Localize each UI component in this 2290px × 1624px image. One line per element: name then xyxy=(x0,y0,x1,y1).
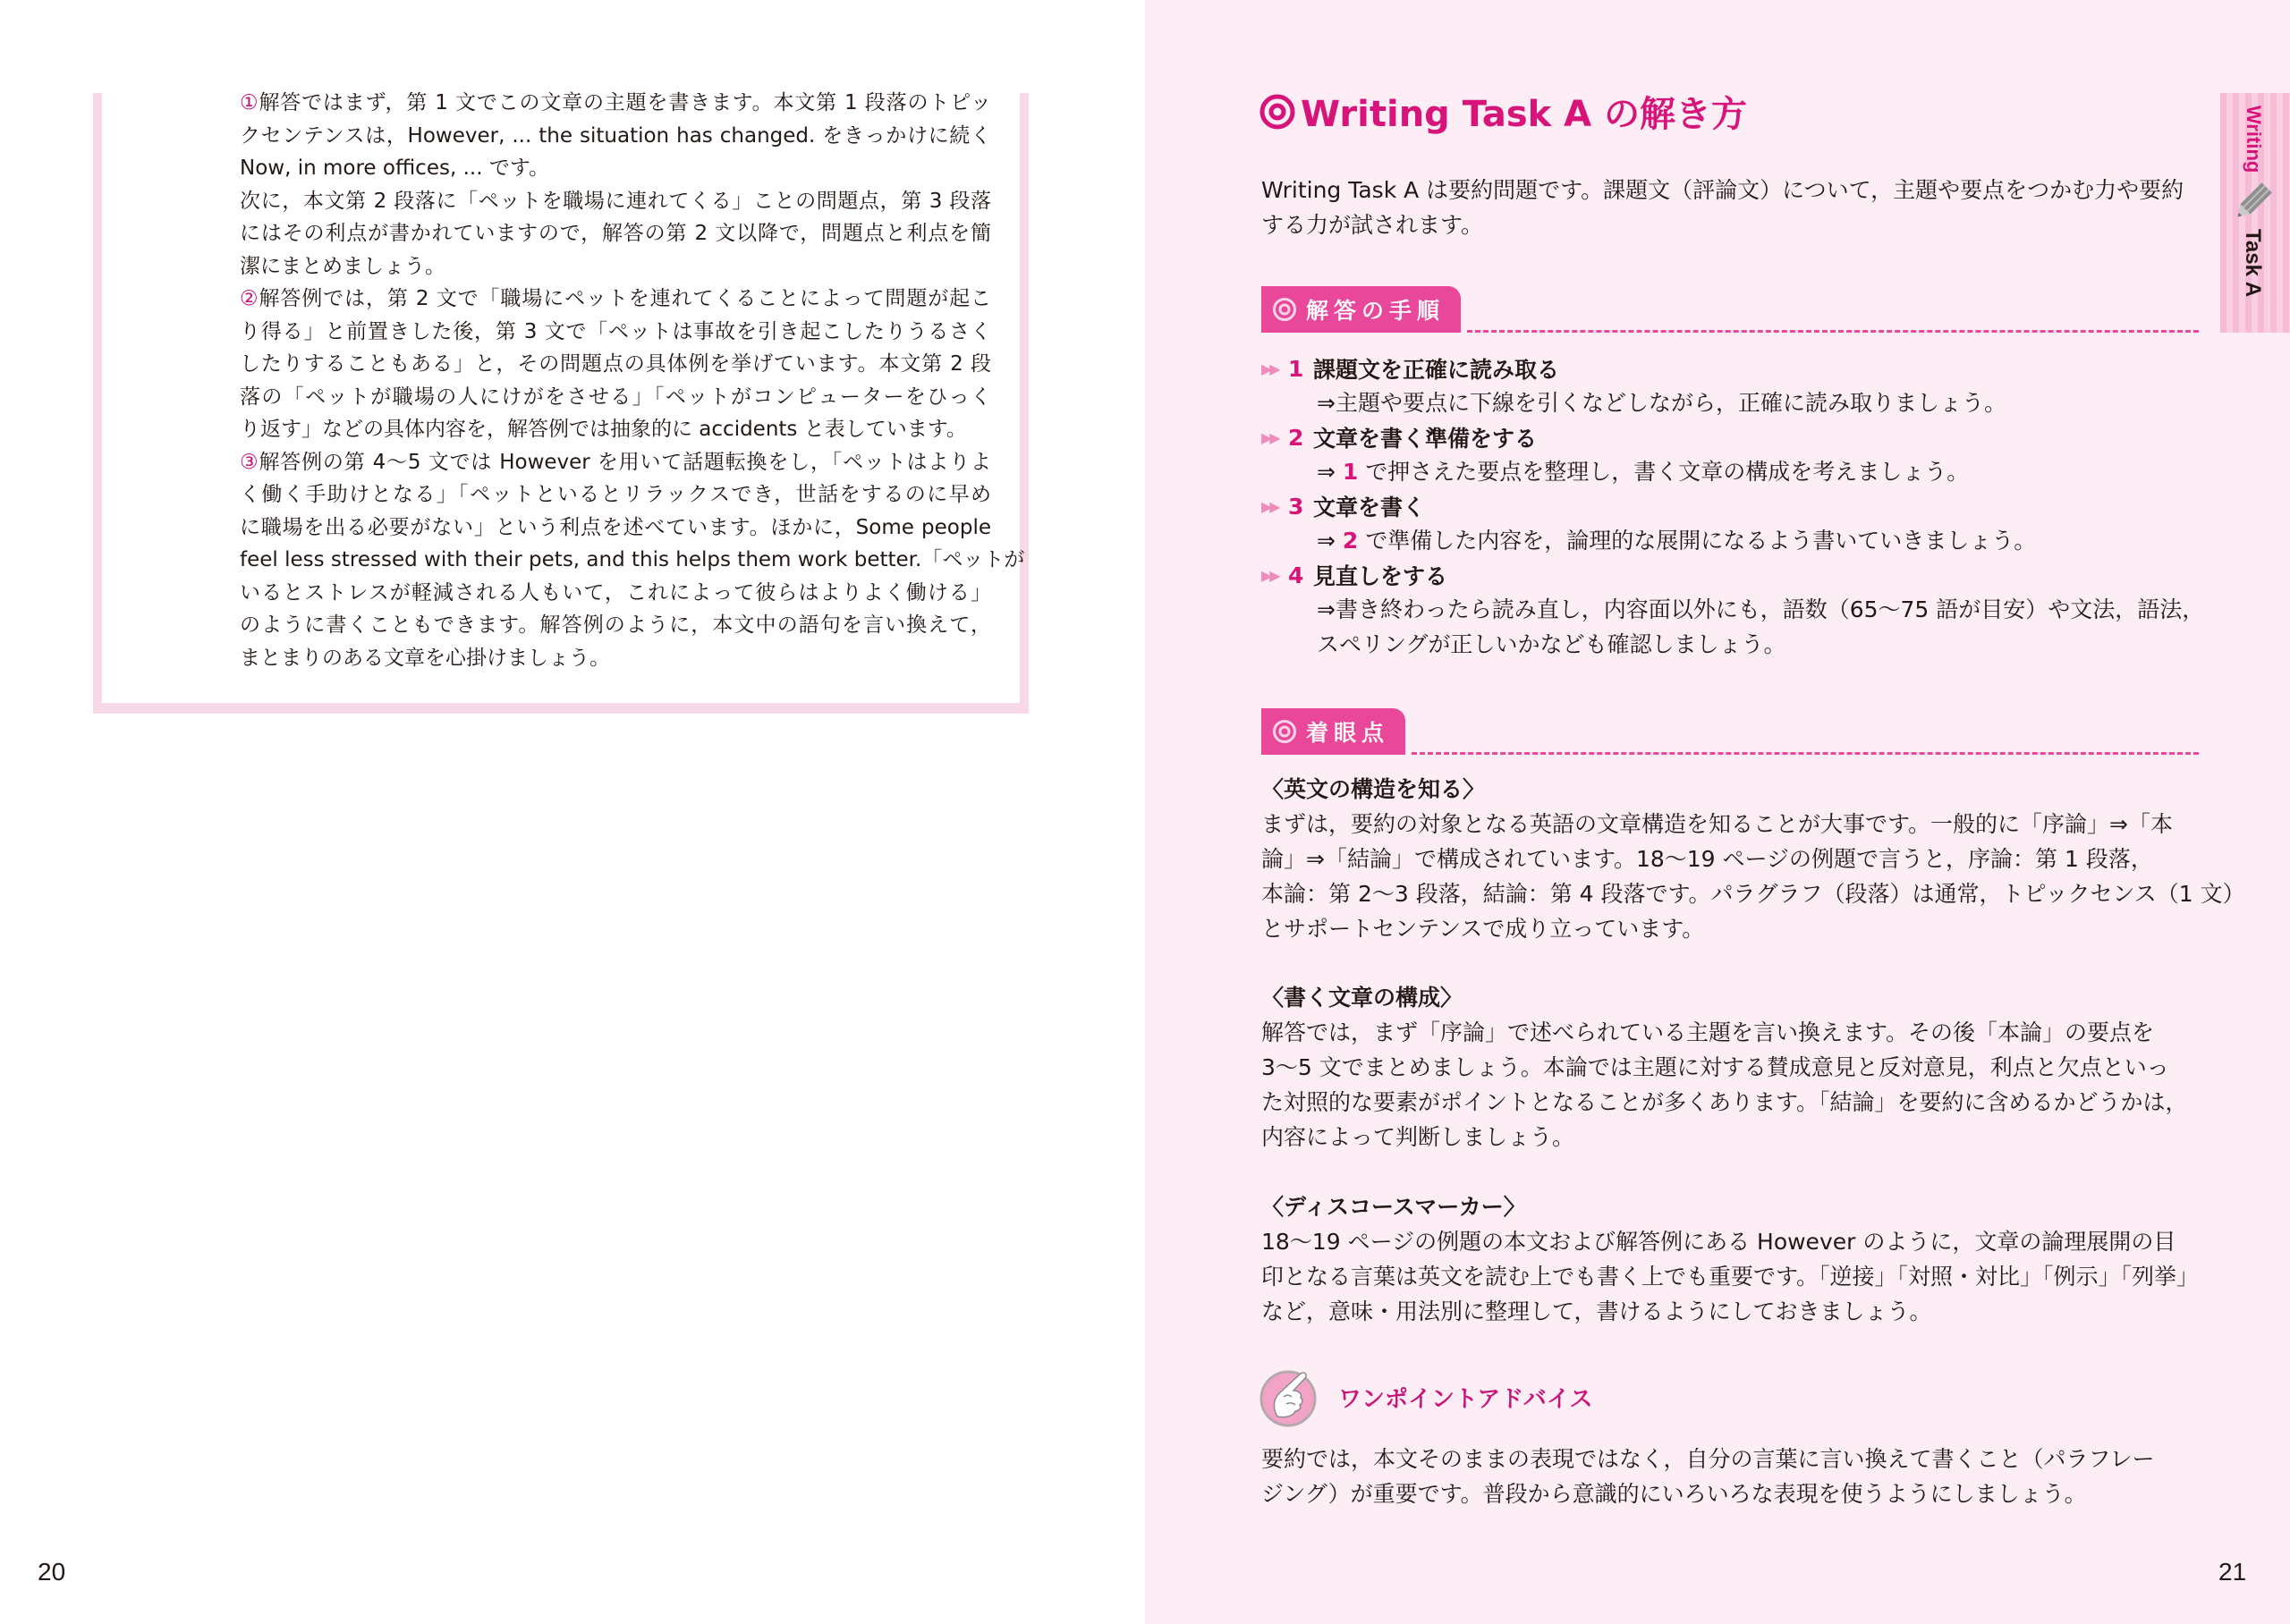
section-line: た対照的な要素がポイントとなることが多くあります。「結論」を要約に含めるかどうかは， xyxy=(1261,1089,2188,1115)
circled-number-marker: ② xyxy=(240,287,259,310)
advice-title: ワンポイントアドバイス xyxy=(1338,1386,1593,1413)
section-line: まずは，要約の対象となる英語の文章構造を知ることが大事です。一般的に「序論」⇒「本 xyxy=(1261,811,2173,837)
procedure-tab xyxy=(1261,286,1461,333)
explanation-line xyxy=(240,446,991,479)
step-desc-text: ⇒主題や要点に下線を引くなどしながら，正確に読み取りましょう。 xyxy=(1317,390,2006,416)
advice-line: ジング）が重要です。普段から意識的にいろいろな表現を使うようにしましょう。 xyxy=(1261,1481,2087,1507)
section-line: とサポートセンテンスで成り立っています。 xyxy=(1261,916,1705,942)
double-arrow-icon: ▶▶ xyxy=(1261,497,1278,515)
step-desc-text: ⇒ xyxy=(1317,459,1343,485)
step-number: 3 xyxy=(1288,493,1304,520)
intro-line: Writing Task A は要約問題です。課題文（評論文）について，主題や要点をつかむ力や要約 xyxy=(1261,177,2184,203)
section-line: 18〜19 ページの例題の本文および解答例にある However のように，文章の論理展開の目 xyxy=(1261,1229,2176,1255)
explanation-line xyxy=(240,512,991,545)
intro-line: する力が試されます。 xyxy=(1261,212,1484,238)
focus-divider xyxy=(1412,752,2199,755)
explanation-line-text: feel less stressed with their pets, and this helps them work better.「ペットが xyxy=(240,548,1025,571)
explanation-line-text: 落の「ペットが職場の人にけがをさせる」「ペットがコンピューターをひっく xyxy=(240,385,991,409)
procedure-steps xyxy=(1261,351,2205,662)
explanation-line xyxy=(240,120,991,153)
explanation-line-text: 解答ではまず，第 1 文でこの文章の主題を書きます。本文第 1 段落のトピッ xyxy=(259,91,991,114)
circled-number-marker: ① xyxy=(240,91,259,114)
step-number: 1 xyxy=(1288,355,1304,382)
section-line: 論」⇒「結論」で構成されています。18〜19 ページの例題で言うと，序論：第 1 段落， xyxy=(1261,846,2153,872)
explanation-line xyxy=(240,348,991,381)
advice-line: 要約では，本文そのままの表現ではなく，自分の言葉に言い換えて書くこと（パラフレー xyxy=(1261,1446,2155,1472)
explanation-line xyxy=(240,609,991,642)
page-title xyxy=(1260,86,1747,137)
double-circle-icon xyxy=(1272,719,1297,744)
explanation-line-text: 解答例の第 4〜5 文では However を用いて話題転換をし，「ペットはよりよ xyxy=(259,450,991,474)
page-number-right: 21 xyxy=(2218,1558,2247,1586)
step-heading xyxy=(1261,489,2201,523)
section-line: 3〜5 文でまとめましょう。本論では主題に対する賛成意見と反対意見，利点と欠点といっ xyxy=(1261,1054,2169,1080)
explanation-line xyxy=(240,642,991,675)
explanation-line-text: にはその利点が書かれていますので，解答の第 2 文以降で，問題点と利点を簡 xyxy=(240,222,991,245)
section-heading: 〈ディスコースマーカー〉 xyxy=(1261,1194,1526,1220)
focus-tab xyxy=(1261,708,1405,755)
section-line: 内容によって判断しましょう。 xyxy=(1261,1124,1575,1150)
advice-text xyxy=(1261,1442,2201,1511)
explanation-line-text: く働く手助けとなる」「ペットといるとリラックスでき，世話をするのに早め xyxy=(240,483,991,506)
explanation-line xyxy=(240,283,991,316)
section-line: 解答では，まず「序論」で述べられている主題を言い換えます。その後「本論」の要点を xyxy=(1261,1019,2155,1045)
step-desc-text: で準備した内容を，論理的な展開になるよう書いていきましょう。 xyxy=(1358,528,2037,554)
step-reference-number: 2 xyxy=(1342,528,1359,554)
explanation-line-text: クセンテンスは，However, ... the situation has changed. をきっかけに続く xyxy=(240,123,991,148)
explanation-line-text: に職場を出る必要がない」という利点を述べています。ほかに，Some people xyxy=(240,515,991,539)
step-desc-text: で押さえた要点を整理し，書く文章の構成を考えましょう。 xyxy=(1358,459,1970,485)
explanation-line-text: まとまりのある文章を心掛けましょう。 xyxy=(240,646,610,670)
step-number: 2 xyxy=(1288,424,1304,451)
double-arrow-icon: ▶▶ xyxy=(1261,428,1278,446)
explanation-line-text: 次に，本文第 2 段落に「ペットを職場に連れてくる」ことの問題点，第 3 段落 xyxy=(240,189,991,213)
focus-section-structure xyxy=(1261,772,2245,946)
section-line: 本論：第 2〜3 段落，結論：第 4 段落です。パラグラフ（段落）は通常，トピックセンス（1 文） xyxy=(1261,881,2245,907)
step-title: 課題文を正確に読み取る xyxy=(1313,357,1560,383)
step-desc-text: スペリングが正しいかなども確認しましょう。 xyxy=(1317,631,1786,657)
explanation-line xyxy=(240,250,991,283)
section-heading: 〈英文の構造を知る〉 xyxy=(1261,776,1486,802)
side-index-tab xyxy=(2220,93,2290,333)
circled-number-marker: ③ xyxy=(240,450,259,474)
step-heading xyxy=(1261,420,2201,454)
explanation-line-text: Now, in more offices, ... です。 xyxy=(240,156,549,180)
explanation-line-text: のように書くこともできます。解答例のように，本文中の語句を言い換えて， xyxy=(240,613,991,637)
explanation-line xyxy=(240,478,991,512)
double-arrow-icon: ▶▶ xyxy=(1261,566,1278,584)
focus-section-composition xyxy=(1261,980,2201,1155)
explanation-line-text: いるとストレスが軽減される人もいて，これによって彼らはよりよく働ける」 xyxy=(240,580,991,605)
step-description xyxy=(1261,454,2201,489)
step-reference-number: 1 xyxy=(1342,459,1359,485)
explanation-line xyxy=(240,152,991,185)
explanation-line-text: り得る」と前置きした後，第 3 文で「ペットは事故を引き起こしたりうるさく xyxy=(240,319,991,343)
focus-tab-label: 着眼点 xyxy=(1306,720,1390,746)
page-number-left: 20 xyxy=(38,1558,66,1586)
step-description xyxy=(1261,523,2201,558)
step-title: 見直しをする xyxy=(1313,563,1448,589)
explanation-line xyxy=(240,185,991,218)
explanation-line xyxy=(240,217,991,250)
intro-paragraph xyxy=(1261,173,2196,242)
explanation-line-text: 潔にまとめましょう。 xyxy=(240,254,445,278)
explanation-line-text: り返す」などの具体内容を，解答例では抽象的に accidents と表しています。 xyxy=(240,418,967,441)
step-description xyxy=(1261,592,2205,627)
side-tab-task: Task A xyxy=(2241,229,2265,298)
explanation-line xyxy=(240,316,991,349)
focus-section-discourse xyxy=(1261,1189,2201,1329)
step-description xyxy=(1261,385,2201,420)
double-arrow-icon: ▶▶ xyxy=(1261,359,1278,377)
section-heading: 〈書く文章の構成〉 xyxy=(1261,985,1463,1011)
section-line: 印となる言葉は英文を読む上でも書く上でも重要です。「逆接」「対照・対比」「例示」「列挙」 xyxy=(1261,1264,2200,1290)
explanation-text xyxy=(240,87,1025,674)
pointing-hand-icon xyxy=(1260,1366,1320,1427)
double-circle-icon xyxy=(1272,297,1297,322)
step-title: 文章を書く準備をする xyxy=(1313,426,1538,452)
step-description xyxy=(1261,627,2201,662)
step-desc-text: ⇒ xyxy=(1317,528,1343,554)
step-title: 文章を書く xyxy=(1313,495,1426,520)
explanation-line xyxy=(240,577,991,610)
explanation-line xyxy=(240,87,991,120)
step-number: 4 xyxy=(1288,562,1304,588)
step-desc-text: ⇒書き終わったら読み直し，内容面以外にも，語数（65〜75 語が目安）や文法，語法， xyxy=(1317,596,2205,622)
procedure-tab-label: 解答の手順 xyxy=(1306,298,1446,324)
explanation-line xyxy=(240,381,991,414)
explanation-line xyxy=(240,544,1025,577)
explanation-line-text: 解答例では，第 2 文で「職場にペットを連れてくることによって問題が起こ xyxy=(259,287,991,310)
step-heading xyxy=(1261,351,2201,385)
explanation-line-text: したりすることもある」と，その問題点の具体例を挙げています。本文第 2 段 xyxy=(240,352,991,376)
step-heading xyxy=(1261,558,2201,592)
explanation-line xyxy=(240,413,991,446)
procedure-divider xyxy=(1467,330,2199,333)
double-circle-icon xyxy=(1260,94,1295,130)
section-line: など，意味・用法別に整理して，書けるようにしておきましょう。 xyxy=(1261,1298,1932,1324)
pencil-icon xyxy=(2229,175,2279,225)
side-tab-section: Writing xyxy=(2243,106,2265,173)
page-title-text: Writing Task A の解き方 xyxy=(1301,94,1748,135)
